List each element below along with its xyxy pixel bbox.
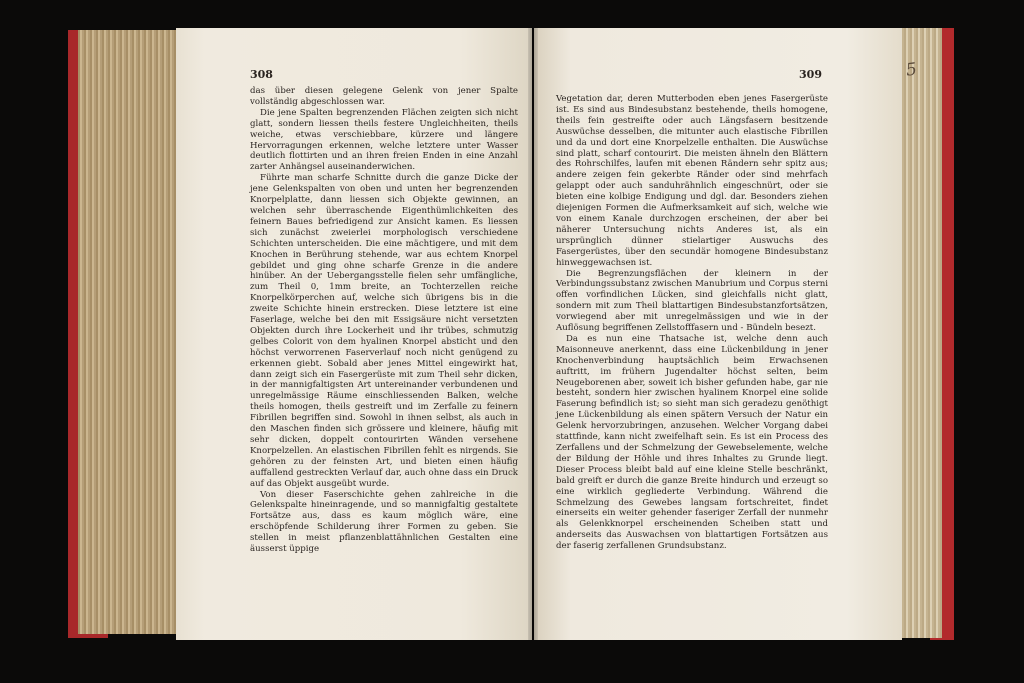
paragraph: Die jene Spalten begrenzenden Flächen zeigten sich nicht glatt, sondern liessen theils festere Ungleichheiten, theils weiche, etwas verschiebbare, kürzere und längere Hervorragungen erkennen, welche letztere unter Wasser deutlich flottirten und an ihren freien Enden in eine Anzahl zarter Anhängsel auseinanderwichen. — [250, 107, 518, 173]
page-block-left — [78, 30, 183, 634]
paragraph: Vegetation dar, deren Mutterboden eben jenes Fasergerüste ist. Es sind aus Bindesubstanz bestehende, theils homogene, theils fein gestreifte oder auch Längsfasern besitzende Auswüchse desselben, die mitunter auch elastische Fibrillen und da und dort eine Knorpelzelle enthalten. Die Auswüchse sind platt, scharf contourirt. Die meisten ähneln den Blättern des Rohrschilfes, laufen mit ebenen Rändern sehr spitz aus; andere zeigen fein gekerbte Ränder oder sind mehrfach gelappt oder auch sanduhrähnlich eingeschnürt, oder sie bieten eine kolbige Endigung und dgl. dar. Besonders ziehen diejenigen Formen die Aufmerksamkeit auf sich, welche wie von einem Kanale durchzogen erscheinen, der aber bei näherer Untersuchung nichts Anderes ist, als ein ursprünglich dünner stielartiger Auswuchs des Fasergerüstes, über den secundär homogene Bindesubstanz hinweggewachsen ist. — [556, 94, 828, 268]
right-page — [534, 28, 902, 640]
pencil-margin-note: 5 — [904, 59, 919, 81]
paragraph: Die Begrenzungsflächen der kleinern in der Verbindungssubstanz zwischen Manubrium und Corpus sterni offen vorfindlichen Lücken, sind gleichfalls nicht glatt, sondern mit zum Theil blattartigen Bindesubstanzfortsätzen, vorwiegend aber mit unregelmässigen und wie in der Auflösung begriffenen Zellstofffasern und - Bündeln besezt. — [556, 268, 828, 334]
page-number-left: 308 — [250, 68, 273, 81]
page-number-right: 309 — [799, 68, 822, 81]
paragraph: das über diesen gelegene Gelenk von jener Spalte vollständig abgeschlossen war. — [250, 86, 518, 107]
paragraph: Führte man scharfe Schnitte durch die ganze Dicke der jene Gelenkspalten von oben und unten her begrenzenden Knorpelplatte, dann liessen sich Objekte gewinnen, an welchen sehr überraschende Eigenthümlichkeiten des feinern Baues befriedigend zur Ansicht kamen. Es liessen sich zunächst zweierlei morphologisch verschiedene Schichten unterscheiden. Die eine mächtigere, und mit dem Knochen in Berührung stehende, war aus echtem Knorpel gebildet und ging ohne scharfe Grenze in die andere hinüber. An der Uebergangsstelle fielen sehr umfängliche, zum Theil 0, 1mm breite, an Tochterzellen reiche Knorpelkörperchen auf, welche sich übrigens bis in die zweite Schichte hinein erstrecken. Diese letztere ist eine Faserlage, welche bei den mit Essigsäure nicht versetzten Objekten durch ihre Lockerheit und ihr trübes, schmutzig gelbes Colorit von dem hyalinen Knorpel absticht und den höchst verworrenen Faserverlauf noch nicht genügend zu erkennen giebt. Sobald aber jenes Mittel eingewirkt hat, dann zeigt sich ein Fasergerüste mit zum Theil sehr dicken, in der mannigfaltigsten Art untereinander verbundenen und unregelmässige Räume einschliessenden Balken, welche theils homogen, theils gestreift und im Zerfalle zu feinern Fibrillen begriffen sind. Sowohl in ihnen selbst, als auch in den Maschen finden sich grössere und kleinere, häufig mit sehr dicken, doppelt contourirten Wänden versehene Knorpelzellen. An elastischen Fibrillen fehlt es nirgends. Sie gehören zu der feinsten Art, und bieten einen häufig auffallend gestreckten Verlauf dar, auch ohne dass ein Druck auf das Objekt ausgeübt wurde. — [250, 173, 518, 489]
paragraph: Da es nun eine Thatsache ist, welche denn auch Maisonneuve anerkennt, dass eine Lückenbildung in jener Knochenverbindung hauptsächlich beim Erwachsenen auftritt, im frühern Jugendalter höchst selten, beim Neugeborenen aber, soweit ich bisher gefunden habe, gar nie besteht, sondern hier zwischen hyalinem Knorpel eine solide Faserung befindlich ist; so sieht man sich geradezu genöthigt jene Lückenbildung als einen spätern Versuch der Natur ein Gelenk hervorzubringen, anzusehen. Welcher Vorgang dabei stattfinde, kann nicht zweifelhaft sein. Es ist ein Process des Zerfallens und der Schmelzung der Gewebselemente, welche der Bildung der Höhle und ihres Inhaltes zu Grunde liegt. Dieser Process bleibt bald auf eine kleine Stelle beschränkt, bald greift er durch die ganze Breite hindurch und erzeugt so eine wirklich gegliederte Verbindung. Während die Schmelzung des Gewebes langsam fortschreitet, findet einerseits ein weiter gehender faseriger Zerfall der nunmehr als Gelenkknorpel erscheinenden Scheiben statt und anderseits das Auswachsen von blattartigen Fortsätzen aus der faserig zerfallenen Grundsubstanz. — [556, 333, 828, 552]
book-gutter — [528, 28, 538, 640]
right-page-text — [556, 94, 828, 552]
left-page-text — [250, 86, 518, 555]
paragraph: Von dieser Faserschichte gehen zahlreiche in die Gelenkspalte hineinragende, und so mannigfaltig gestaltete Fortsätze aus, dass es kaum möglich wäre, eine erschöpfende Schilderung ihrer Formen zu geben. Sie stellen in meist pflanzenblattähnlichen Gestalten eine äusserst üppige — [250, 489, 518, 555]
left-page — [176, 28, 532, 640]
